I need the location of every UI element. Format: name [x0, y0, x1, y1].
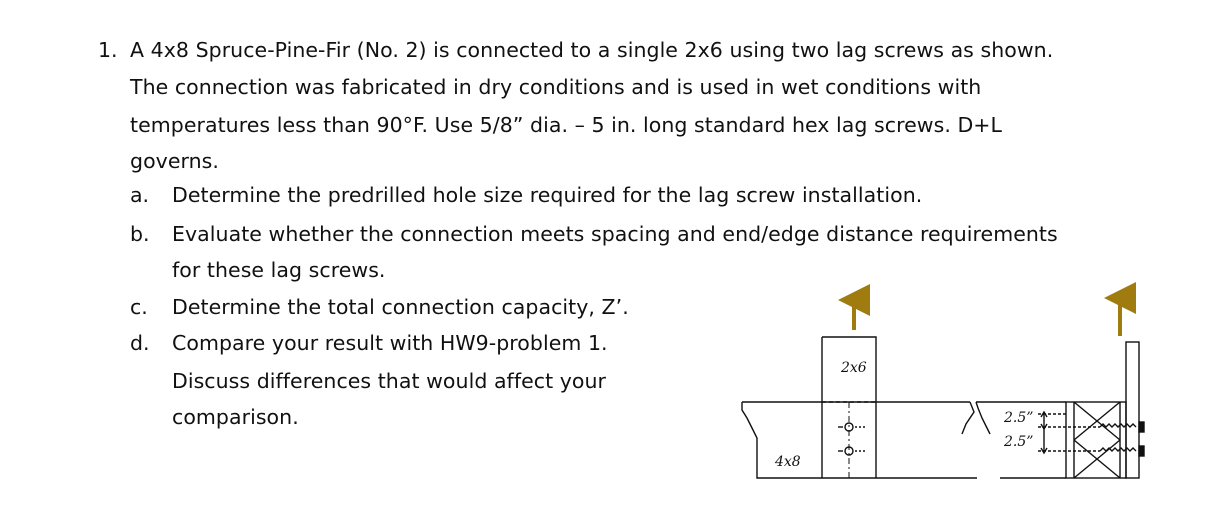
problem-number: 1. — [98, 38, 118, 62]
part-text: comparison. — [172, 405, 299, 429]
member-2x6-end — [1126, 342, 1139, 478]
part-text: Compare your result with HW9-problem 1. — [172, 331, 608, 355]
label-2x6: 2x6 — [841, 360, 867, 376]
part-text: Determine the predrilled hole size required for the lag screw installation. — [172, 183, 923, 207]
end-view — [976, 342, 1144, 478]
part-text: Evaluate whether the connection meets spacing and end/edge distance requirements — [172, 222, 1058, 246]
part-label: c. — [130, 295, 148, 319]
part-label: d. — [130, 331, 150, 355]
problem-line-3: temperatures less than 90°F. Use 5/8” dia. – 5 in. long standard hex lag screws. D+L — [130, 113, 1002, 137]
part-label: a. — [130, 183, 150, 207]
problem-line-2: The connection was fabricated in dry conditions and is used in wet conditions with — [130, 75, 982, 99]
part-text: for these lag screws. — [172, 258, 386, 282]
problem-line-4: governs. — [130, 149, 219, 173]
lag-screw-end-1 — [1100, 424, 1136, 427]
label-4x8: 4x8 — [775, 454, 801, 470]
part-label: b. — [130, 222, 150, 246]
dim-label-top: 2.5” — [1004, 410, 1034, 426]
part-text: Discuss differences that would affect your — [172, 369, 607, 393]
problem-line-1: A 4x8 Spruce-Pine-Fir (No. 2) is connected to a single 2x6 using two lag screws as shown. — [130, 38, 1054, 62]
part-text: Determine the total connection capacity, Z’. — [172, 295, 629, 319]
lag-screw-end-2 — [1100, 448, 1136, 451]
dim-label-bottom: 2.5” — [1004, 434, 1034, 450]
